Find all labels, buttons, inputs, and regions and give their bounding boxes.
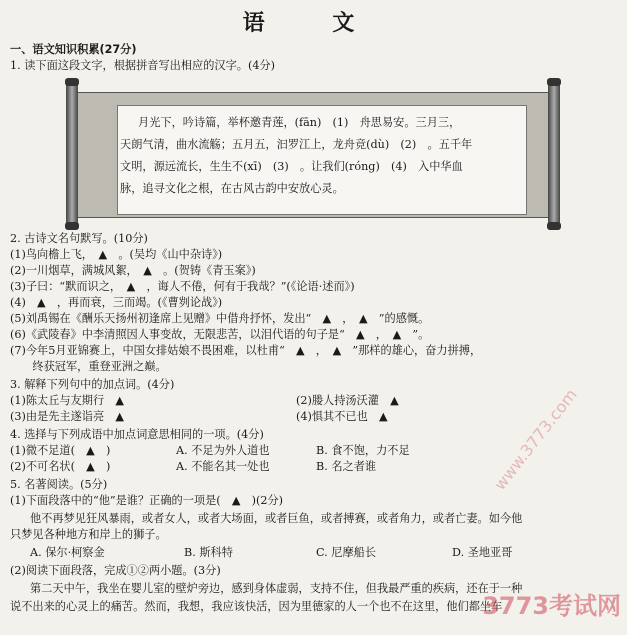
- question-3-item: (2)媵人持汤沃灌 ▲: [296, 394, 399, 407]
- question-4-item: (2)不可名状( ▲ ): [10, 460, 111, 473]
- question-2-item: 终获冠军，重登亚洲之巅。: [10, 360, 167, 373]
- watermark-url: www.3773.com: [490, 385, 581, 494]
- question-3-item: (4)惧其不已也 ▲: [296, 410, 388, 423]
- passage-line: 只梦见各种地方和岸上的狮子。: [10, 528, 167, 541]
- passage-line: 他不再梦见狂风暴雨，或者女人，或者大场面，或者巨鱼，或者搏赛，或者角力，或者亡妻。如今他: [30, 512, 523, 525]
- question-4-option: B. 名之者谁: [316, 460, 377, 473]
- passage-line: 说不出来的心灵上的痛苦。然而，我想，我应该快活，因为里德家的人一个也不在这里，他们都坐车: [10, 600, 503, 613]
- answer-option: A. 保尔·柯察金: [30, 546, 105, 559]
- question-2-item: (3)子曰：“默而识之， ▲ ，诲人不倦，何有于我哉？”(《论语·述而》): [10, 280, 355, 293]
- page-title: 语 文: [242, 11, 385, 36]
- question-4-option: A. 不能名其一处也: [176, 460, 270, 473]
- question-3-stem: 3. 解释下列句中的加点词。(4分): [10, 378, 175, 391]
- scroll-text-line: 文明，源远流长，生生不(xī) (3) 。让我们(róng) (4) 入中华血: [120, 160, 463, 173]
- question-5-stem: 5. 名著阅读。(5分): [10, 478, 108, 491]
- question-3-item: (1)陈太丘与友期行 ▲: [10, 394, 124, 407]
- question-2-item: (1)鸟向檐上飞， ▲ 。(吴均《山中杂诗》): [10, 248, 223, 261]
- answer-option: D. 圣地亚哥: [452, 546, 513, 559]
- scroll-sheet: [76, 92, 552, 218]
- question-5-sub1: (1)下面段落中的“他”是谁？正确的一项是( ▲ )(2分): [10, 494, 284, 507]
- section-heading: 一、语文知识积累(27分): [10, 43, 137, 56]
- scroll-rod-left: [66, 82, 78, 226]
- question-4-option: A. 不足为外人道也: [176, 444, 270, 457]
- passage-line: 第二天中午，我坐在婴儿室的壁炉旁边，感到身体虚弱，支持不住，但我最严重的疾病，还在于一种: [30, 582, 523, 595]
- answer-option: C. 尼摩船长: [316, 546, 377, 559]
- scroll-text-line: 天朗气清，曲水流觞；五月五，汩罗江上，龙舟竞(dù) (2) 。五千年: [120, 138, 473, 151]
- question-4-option: B. 食不饱，力不足: [316, 444, 410, 457]
- scroll-text-line: 脉，追寻文化之根，在古风古韵中安放心灵。: [120, 182, 344, 195]
- question-4-item: (1)微不足道( ▲ ): [10, 444, 111, 457]
- scroll-knob: [547, 222, 561, 230]
- watermark-logo: 3773考试网: [482, 592, 621, 620]
- question-2-item: (5)刘禹锡在《酬乐天扬州初逢席上见赠》中借舟抒怀，发出“ ▲ ， ▲ ”的感慨。: [10, 312, 430, 325]
- question-4-stem: 4. 选择与下列成语中加点词意思相同的一项。(4分): [10, 428, 264, 441]
- question-5-sub2: (2)阅读下面段落，完成①②两小题。(3分): [10, 564, 221, 577]
- scroll-knob: [65, 222, 79, 230]
- question-2-item: (2)一川烟草，满城风絮， ▲ 。(贺铸《青玉案》): [10, 264, 256, 277]
- question-2-item: (7)今年5月亚锦赛上，中国女排姑娘不畏困难，以杜甫“ ▲ ， ▲ ”那样的雄心，奋力拼搏，: [10, 344, 482, 357]
- scroll-knob: [65, 78, 79, 86]
- question-2-stem: 2. 古诗文名句默写。(10分): [10, 232, 148, 245]
- scroll-text-line: 月光下，吟诗篇，举杯邀青莲，(fān) (1) 舟思易安。三月三，: [138, 116, 461, 129]
- scroll-rod-right: [548, 82, 560, 226]
- question-3-item: (3)由是先主遂诣亮 ▲: [10, 410, 124, 423]
- scroll-frame: [66, 82, 560, 226]
- question-2-item: (6)《武陵春》中李清照因人事变故，无限悲苦，以泪代语的句子是“ ▲ ， ▲ ”。: [10, 328, 430, 341]
- scroll-knob: [547, 78, 561, 86]
- question-2-item: (4) ▲ ，再而衰，三而竭。(《曹刿论战》): [10, 296, 223, 309]
- question-1-stem: 1. 读下面这段文字，根据拼音写出相应的汉字。(4分): [10, 59, 276, 72]
- answer-option: B. 斯科特: [184, 546, 233, 559]
